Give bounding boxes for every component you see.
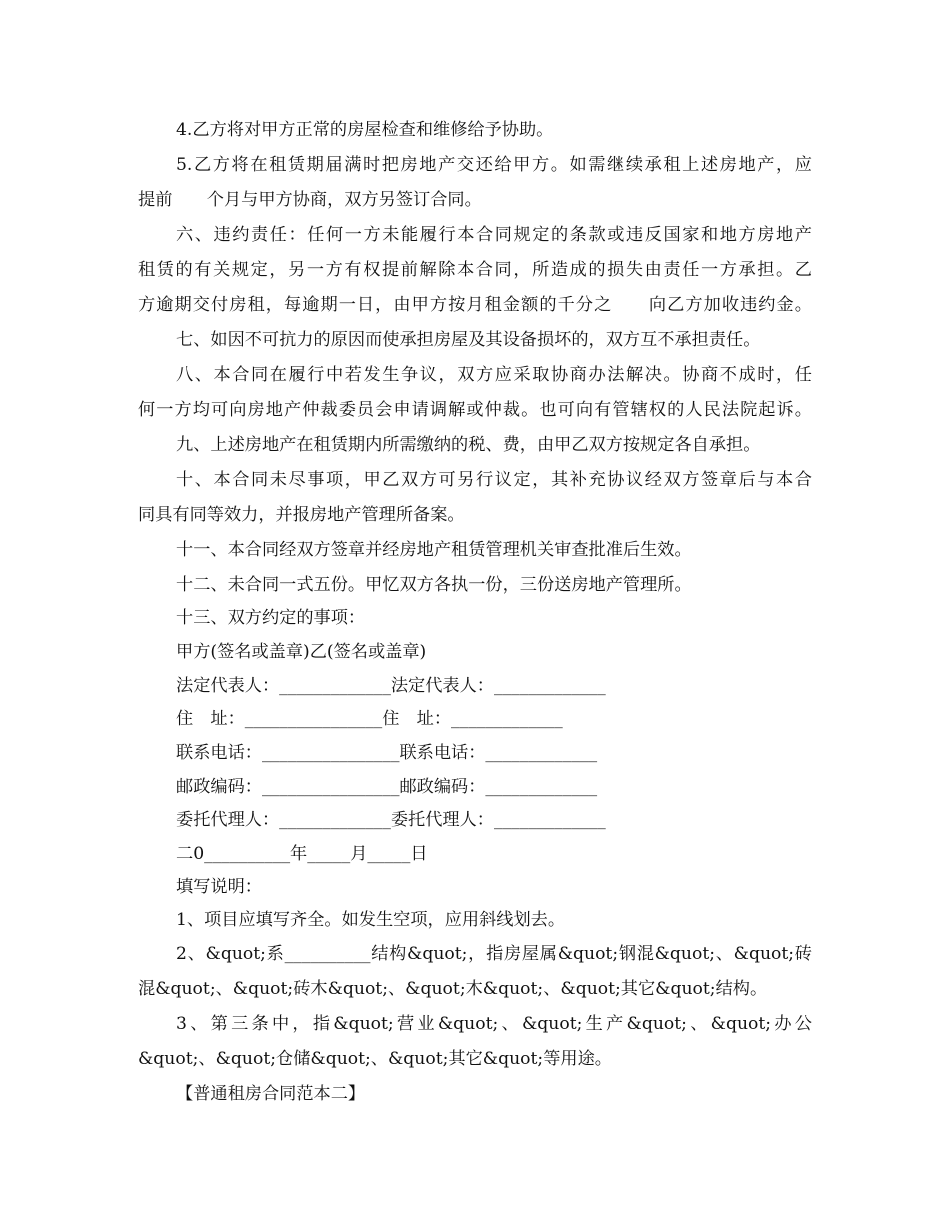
agent-fields: 委托代理人：_____________委托代理人：_____________ [176, 810, 606, 830]
signature-parties: 甲方(签名或盖章)乙(签名或盖章) [176, 642, 427, 662]
clause-11: 十一、本合同经双方签章并经房地产租赁管理机关审查批准后生效。 [176, 540, 692, 560]
clause-8-line-2: 何一方均可向房地产仲裁委员会申请调解或仲裁。也可向有管辖权的人民法院起诉。 [138, 400, 812, 420]
clause-4: 4.乙方将对甲方正常的房屋检查和维修给予协助。 [176, 120, 554, 140]
instruction-1: 1、项目应填写齐全。如发生空项，应用斜线划去。 [176, 910, 566, 930]
clause-10-line-1: 十、本合同未尽事项，甲乙双方可另行议定，其补充协议经双方签章后与本合 [176, 470, 812, 490]
clause-6-line-1: 六、违约责任：任何一方未能履行本合同规定的条款或违反国家和地方房地产 [176, 225, 812, 245]
clause-13: 十三、双方约定的事项： [176, 608, 366, 628]
clause-5-line-1: 5.乙方将在租赁期届满时把房地产交还给甲方。如需继续承租上述房地产，应 [176, 155, 812, 175]
clause-10-line-2: 同具有同等效力，并报房地产管理所备案。 [138, 505, 465, 525]
instruction-3-line-2: &quot;、&quot;仓储&quot;、&quot;其它&quot;等用途。 [138, 1049, 612, 1069]
clause-12: 十二、未合同一式五份。甲忆双方各执一份，三份送房地产管理所。 [176, 575, 692, 595]
instruction-3-line-1: 3、第三条中，指&quot;营业&quot;、&quot;生产&quot;、&quot;办公 [176, 1014, 812, 1034]
clause-5-line-2: 提前 个月与甲方协商，双方另签订合同。 [138, 190, 482, 210]
next-template-heading: 【普通租房合同范本二】 [176, 1084, 366, 1104]
instruction-2-line-2: 混&quot;、&quot;砖木&quot;、&quot;木&quot;、&quot;其它&quot;结构。 [138, 979, 768, 999]
instructions-heading: 填写说明： [176, 877, 262, 897]
phone-fields: 联系电话：________________联系电话：_____________ [176, 743, 598, 763]
date-field: 二0__________年_____月_____日 [176, 844, 428, 864]
address-fields: 住 址：________________住 址：_____________ [176, 709, 563, 729]
clause-7: 七、如因不可抗力的原因而使承担房屋及其设备损坏的，双方互不承担责任。 [176, 330, 761, 350]
instruction-2-line-1: 2、&quot;系__________结构&quot;，指房屋属&quot;钢混&quot;、&quot;砖 [176, 944, 812, 964]
clause-9: 九、上述房地产在租赁期内所需缴纳的税、费，由甲乙双方按规定各自承担。 [176, 435, 761, 455]
clause-6-line-3: 方逾期交付房租，每逾期一日，由甲方按月租金额的千分之 向乙方加收违约金。 [138, 295, 812, 315]
legal-representative-fields: 法定代表人：_____________法定代表人：_____________ [176, 676, 606, 696]
clause-6-line-2: 租赁的有关规定，另一方有权提前解除本合同，所造成的损失由责任一方承担。乙 [138, 260, 812, 280]
clause-8-line-1: 八、本合同在履行中若发生争议，双方应采取协商办法解决。协商不成时，任 [176, 365, 812, 385]
postcode-fields: 邮政编码：________________邮政编码：_____________ [176, 777, 598, 797]
